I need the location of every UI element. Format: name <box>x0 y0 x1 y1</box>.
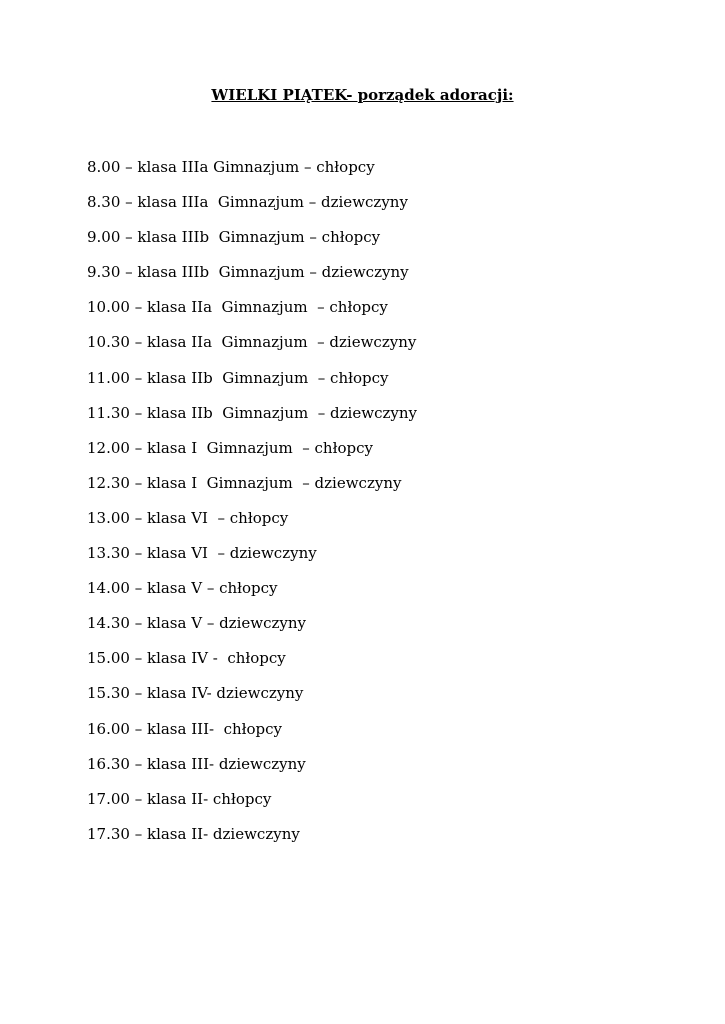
document-title: WIELKI PIĄTEK- porządek adoracji: <box>211 86 514 104</box>
schedule-entry: 13.00 – klasa VI – chłopcy <box>87 508 289 527</box>
schedule-entry: 11.00 – klasa IIb Gimnazjum – chłopcy <box>87 368 389 387</box>
schedule-entry: 8.00 – klasa IIIa Gimnazjum – chłopcy <box>87 158 375 176</box>
schedule-entry: 15.00 – klasa IV - chłopcy <box>87 649 286 668</box>
schedule-entry: 11.30 – klasa IIb Gimnazjum – dziewczyny <box>87 403 417 422</box>
schedule-entry: 9.00 – klasa IIIb Gimnazjum – chłopcy <box>87 228 381 247</box>
schedule-entry: 15.30 – klasa IV- dziewczyny <box>87 684 304 703</box>
schedule-entry: 9.30 – klasa IIIb Gimnazjum – dziewczyny <box>87 263 409 282</box>
schedule-entry: 13.30 – klasa VI – dziewczyny <box>87 544 317 563</box>
schedule-entry: 14.00 – klasa V – chłopcy <box>87 579 278 598</box>
schedule-entry: 10.30 – klasa IIa Gimnazjum – dziewczyny <box>87 333 417 352</box>
schedule-entry: 14.30 – klasa V – dziewczyny <box>87 614 307 633</box>
schedule-entry: 17.00 – klasa II- chłopcy <box>87 789 272 808</box>
schedule-entry: 16.30 – klasa III- dziewczyny <box>87 754 306 773</box>
schedule-entry: 12.30 – klasa I Gimnazjum – dziewczyny <box>87 473 402 492</box>
schedule-entry: 16.00 – klasa III- chłopcy <box>87 719 283 738</box>
schedule-entry: 8.30 – klasa IIIa Gimnazjum – dziewczyny <box>87 193 408 212</box>
schedule-entry: 12.00 – klasa I Gimnazjum – chłopcy <box>87 438 373 457</box>
schedule-entry: 17.30 – klasa II- dziewczyny <box>87 824 300 843</box>
schedule-entry: 10.00 – klasa IIa Gimnazjum – chłopcy <box>87 298 388 317</box>
adoration-schedule <box>87 155 417 857</box>
